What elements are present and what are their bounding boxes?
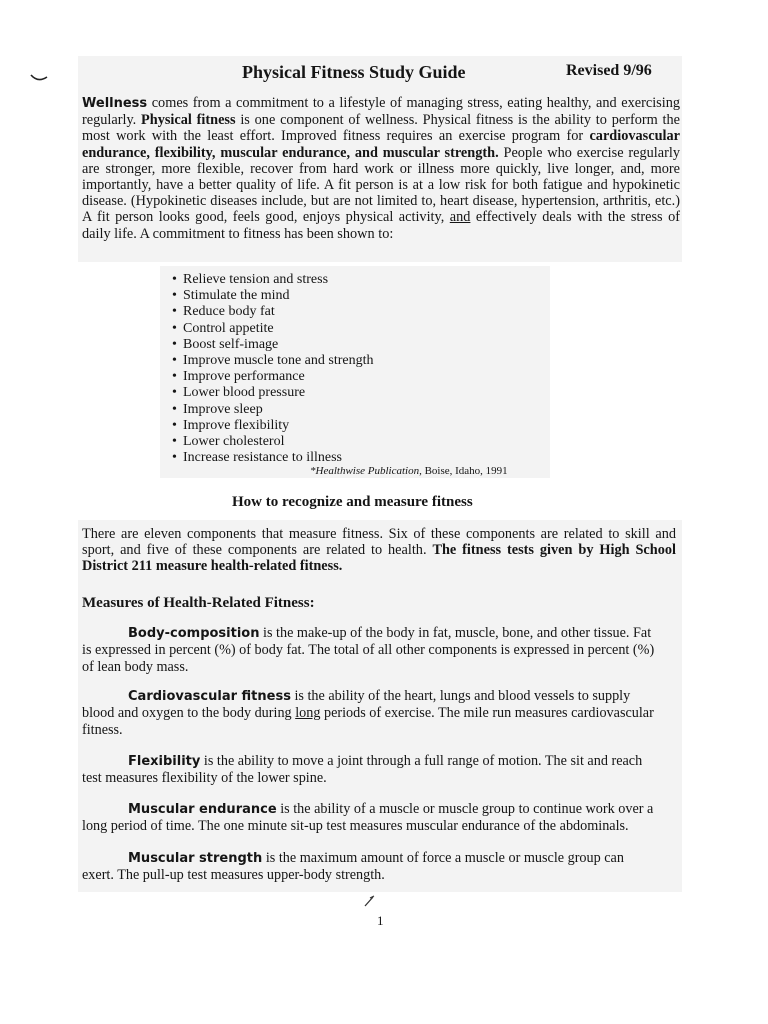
- list-item: • Control appetite: [172, 321, 374, 337]
- page-number: 1: [377, 913, 384, 928]
- page-title: Physical Fitness Study Guide: [242, 62, 466, 82]
- body-composition-term: Body-composition: [128, 626, 260, 641]
- intro-text-1: comes from a commitment to a lifestyle of managing stress, eating healthy, and exercising regularly.: [82, 95, 680, 129]
- and-underlined: and: [449, 209, 471, 226]
- cardiovascular-term: Cardiovascular fitness: [128, 689, 291, 704]
- measures-heading: Measures of Health-Related Fitness:: [82, 595, 315, 611]
- intro-paragraph: [82, 95, 680, 242]
- components-text: There are eleven components that measure fitness. Six of these components are related to skill and sport, and five of these components are related to health.: [82, 526, 676, 559]
- section-title: How to recognize and measure fitness: [232, 494, 473, 510]
- intro-text-2: is one component of wellness. Physical fitness is the ability to perform the most work with the least effort. Improved fitness requires an exercise program for: [82, 112, 680, 145]
- benefits-list: [172, 272, 374, 466]
- list-item: • Improve muscle tone and strength: [172, 353, 374, 369]
- flexibility-definition: [82, 753, 658, 787]
- cardiovascular-definition: [82, 688, 658, 739]
- list-item: • Improve sleep: [172, 402, 374, 418]
- physical-fitness-term: Physical fitness: [141, 112, 236, 129]
- list-item: • Improve performance: [172, 369, 374, 385]
- flexibility-term: Flexibility: [128, 754, 201, 769]
- wellness-term: Wellness: [82, 96, 148, 111]
- stray-pen-mark-icon: [362, 894, 376, 908]
- citation-place: Boise, Idaho, 1991: [421, 465, 508, 477]
- cardiovascular-text-1: is the ability of the heart, lungs and blood vessels to supply blood and oxygen to the body during: [82, 688, 631, 721]
- list-item: • Lower blood pressure: [172, 385, 374, 401]
- page-header: [0, 62, 768, 86]
- muscular-strength-term: Muscular strength: [128, 851, 263, 866]
- intro-text-3: People who exercise regularly are stronger, more flexible, recover from hard work or illness more quickly, live longer, and, more importantly, have a better quality of life. A fit person is at a low risk for both fatigue and hypokinetic disease. (Hypokinetic diseases include, but are not limited to, heart disease, hypertension, arthritis, etc.) A fit person looks good, feels good, enjoys physical activity,: [82, 144, 680, 226]
- intro-text-4: effectively deals with the stress of daily life. A commitment to fitness has been shown to:: [82, 209, 680, 242]
- list-item: • Increase resistance to illness: [172, 450, 374, 466]
- components-paragraph: [82, 526, 676, 575]
- flexibility-text: is the ability to move a joint through a full range of motion. The sit and reach test measures flexibility of the lower spine.: [82, 753, 643, 786]
- list-item: • Stimulate the mind: [172, 288, 374, 304]
- muscular-endurance-text: is the ability of a muscle or muscle group to continue work over a long period of time. The one minute sit-up test measures muscular endurance of the abdominals.: [82, 801, 654, 834]
- fitness-components-bold: cardiovascular endurance, flexibility, muscular endurance, and muscular strength.: [82, 128, 680, 161]
- revision-date: Revised 9/96: [566, 62, 652, 79]
- muscular-strength-text: is the maximum amount of force a muscle or muscle group can exert. The pull-up test measures upper-body strength.: [82, 850, 624, 883]
- body-composition-definition: [82, 625, 658, 676]
- district-tests-bold: The fitness tests given by High School District 211 measure health-related fitness.: [82, 542, 676, 575]
- muscular-endurance-term: Muscular endurance: [128, 802, 277, 817]
- muscular-strength-definition: [82, 850, 658, 884]
- body-composition-text: is the make-up of the body in fat, muscle, bone, and other tissue. Fat is expressed in percent (%) of body fat. The total of all other components is expressed in percent (%) of lean body mass.: [82, 625, 655, 675]
- muscular-endurance-definition: [82, 801, 658, 835]
- citation: [310, 465, 508, 477]
- list-item: • Improve flexibility: [172, 418, 374, 434]
- list-item: • Lower cholesterol: [172, 434, 374, 450]
- cardiovascular-text-2: periods of exercise. The mile run measures cardiovascular fitness.: [82, 705, 654, 738]
- list-item: • Reduce body fat: [172, 304, 374, 320]
- long-underlined: long: [295, 705, 321, 721]
- list-item: • Relieve tension and stress: [172, 272, 374, 288]
- citation-source: *Healthwise Publication,: [310, 465, 422, 477]
- list-item: • Boost self-image: [172, 337, 374, 353]
